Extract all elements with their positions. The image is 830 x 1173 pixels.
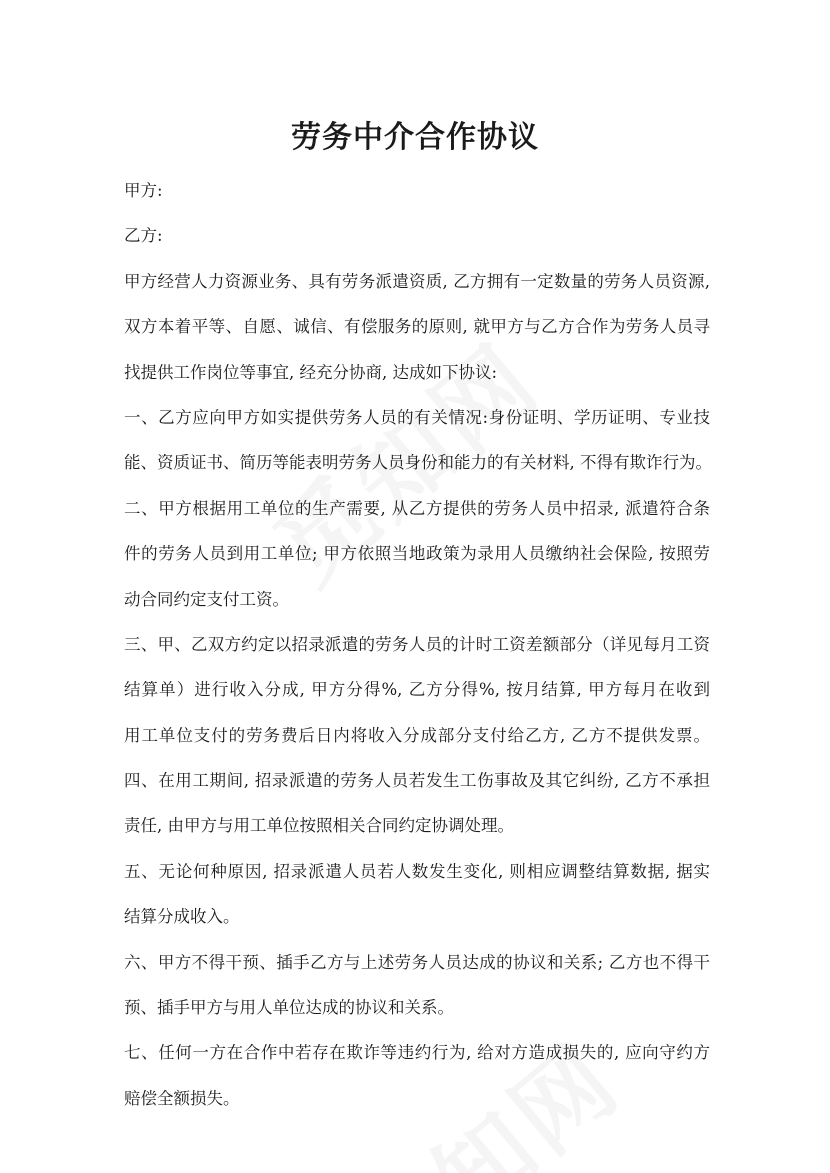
document-line: 五、无论何种原因, 招录派遣人员若人数发生变化, 则相应调整结算数据, 据实 — [124, 861, 710, 881]
document-line: 动合同约定支付工资。 — [124, 589, 289, 609]
document-title: 劳务中介合作协议 — [291, 120, 539, 155]
document-line: 找提供工作岗位等事宜, 经充分协商, 达成如下协议: — [124, 362, 498, 382]
document-line: 七、任何一方在合作中若存在欺诈等违约行为, 给对方造成损失的, 应向守约方 — [124, 1043, 710, 1063]
document-line: 双方本着平等、自愿、诚信、有偿服务的原则, 就甲方与乙方合作为劳务人员寻 — [124, 317, 710, 337]
document-line: 用工单位支付的劳务费后日内将收入分成部分支付给乙方, 乙方不提供发票。 — [124, 725, 710, 745]
document-line: 二、甲方根据用工单位的生产需要, 从乙方提供的劳务人员中招录, 派遣符合条 — [124, 498, 710, 518]
document-line: 乙方: — [124, 226, 163, 246]
document-body — [124, 168, 710, 1121]
document-line: 甲方: — [124, 181, 163, 200]
document-line: 甲方经营人力资源业务、具有劳务派遣资质, 乙方拥有一定数量的劳务人员资源, — [124, 271, 710, 291]
document-line: 赔偿全额损失。 — [124, 1088, 240, 1108]
document-line: 三、甲、乙双方约定以招录派遣的劳务人员的计时工资差额部分（详见每月工资 — [124, 634, 710, 654]
document-line: 四、在用工期间, 招录派遣的劳务人员若发生工伤事故及其它纠纷, 乙方不承担 — [124, 771, 710, 791]
document-line: 六、甲方不得干预、插手乙方与上述劳务人员达成的协议和关系; 乙方也不得干 — [124, 952, 710, 972]
document-line: 件的劳务人员到用工单位; 甲方依照当地政策为录用人员缴纳社会保险, 按照劳 — [124, 544, 710, 564]
document-line: 结算分成收入。 — [124, 907, 240, 927]
document-line: 结算单）进行收入分成, 甲方分得%, 乙方分得%, 按月结算, 甲方每月在收到 — [124, 680, 710, 700]
document-line: 责任, 由甲方与用工单位按照相关合同约定协调处理。 — [124, 816, 514, 836]
document-line: 预、插手甲方与用人单位达成的协议和关系。 — [124, 998, 454, 1018]
document-line: 能、资质证书、简历等能表明劳务人员身份和能力的有关材料, 不得有欺诈行为。 — [124, 453, 712, 473]
document-line: 一、乙方应向甲方如实提供劳务人员的有关情况:身份证明、学历证明、专业技 — [124, 407, 710, 427]
